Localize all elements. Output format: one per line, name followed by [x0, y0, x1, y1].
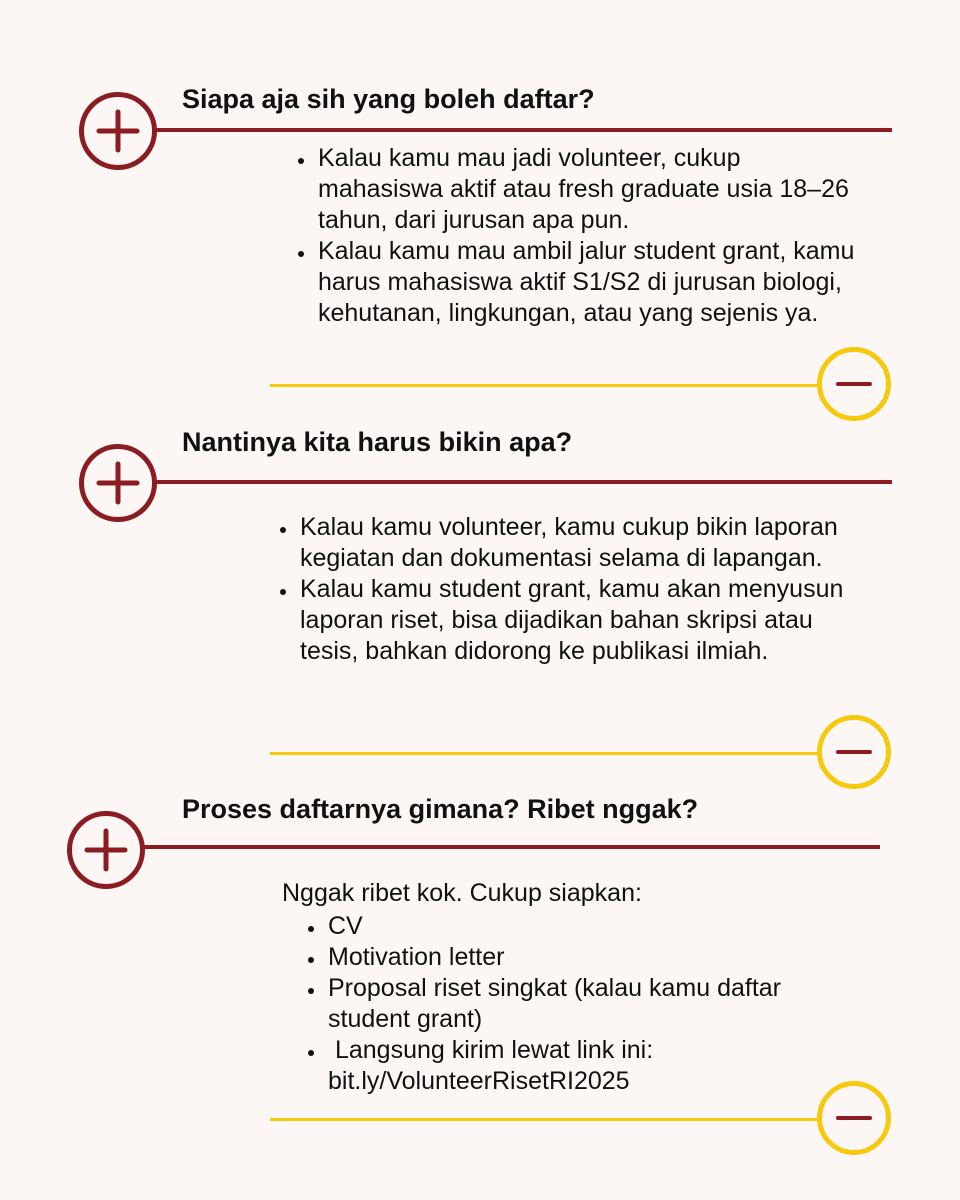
minus-circle-icon[interactable] [816, 1080, 892, 1156]
list-item[interactable]: • Langsung kirim lewat link ini: bit.ly/VolunteerRisetRI2025 [326, 1035, 842, 1097]
list-item: • CV [326, 911, 842, 942]
faq-answer-3 [282, 878, 842, 1097]
plus-circle-icon[interactable] [66, 810, 146, 890]
list-item: • Kalau kamu student grant, kamu akan menyusun laporan riset, bisa dijadikan bahan skripsi atau tesis, bahkan didorong ke publikasi ilmiah. [298, 574, 858, 667]
faq-divider-yellow-3 [270, 1118, 822, 1121]
faq-divider-yellow-1 [270, 384, 822, 387]
list-item: • Kalau kamu volunteer, kamu cukup bikin laporan kegiatan dan dokumentasi selama di lapangan. [298, 512, 858, 574]
answer-list [282, 911, 842, 1097]
minus-circle-icon[interactable] [816, 346, 892, 422]
faq-divider-red-3 [140, 845, 880, 849]
faq-question-1[interactable]: Siapa aja sih yang boleh daftar? [182, 84, 595, 114]
faq-divider-red-2 [150, 480, 892, 484]
list-item: • Kalau kamu mau jadi volunteer, cukup mahasiswa aktif atau fresh graduate usia 18–26 tahun, dari jurusan apa pun. [316, 143, 866, 236]
answer-list [268, 512, 858, 667]
plus-circle-icon[interactable] [78, 443, 158, 523]
faq-divider-red-1 [150, 128, 892, 132]
faq-divider-yellow-2 [270, 752, 822, 755]
answer-intro: Nggak ribet kok. Cukup siapkan: [282, 879, 642, 907]
faq-answer-1 [286, 143, 866, 329]
list-item: • Kalau kamu mau ambil jalur student grant, kamu harus mahasiswa aktif S1/S2 di jurusan biologi, kehutanan, lingkungan, atau yang sejenis ya. [316, 236, 866, 329]
list-item: • Proposal riset singkat (kalau kamu daftar student grant) [326, 973, 842, 1035]
faq-question-2[interactable]: Nantinya kita harus bikin apa? [182, 427, 573, 457]
minus-circle-icon[interactable] [816, 714, 892, 790]
plus-circle-icon[interactable] [78, 91, 158, 171]
answer-list [286, 143, 866, 329]
faq-answer-2 [268, 512, 858, 667]
list-item: • Motivation letter [326, 942, 842, 973]
faq-question-3[interactable]: Proses daftarnya gimana? Ribet nggak? [182, 794, 699, 824]
